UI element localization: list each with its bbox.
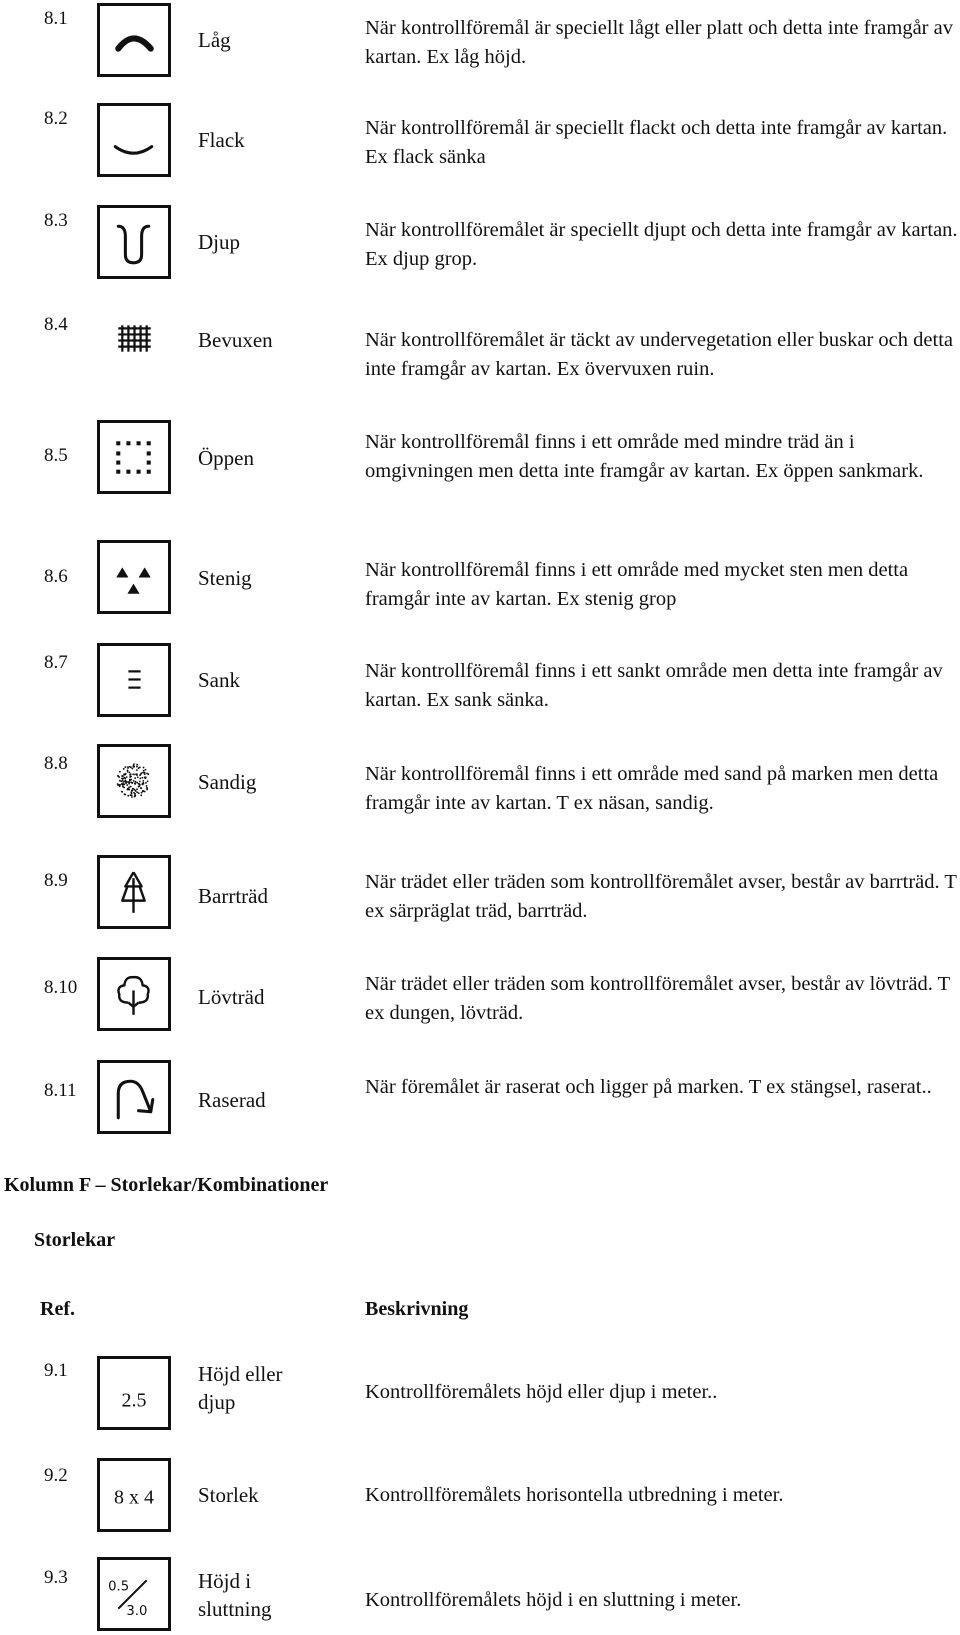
ref-number: 8.5 [44,445,68,466]
slope-height-top: 0.5 [108,1579,130,1595]
size-description: Kontrollföremålets höjd i en sluttning i meter. [365,1589,742,1611]
height-value: 2.5 [121,1389,147,1412]
ref-number: 9.3 [44,1567,68,1588]
conifer-tree-icon [97,855,171,929]
symbol-name: Barrträd [198,884,268,908]
ref-number: 9.2 [44,1465,68,1486]
symbol-description: När kontrollföremål är speciellt lågt eller platt och detta inte framgår av kartan. Ex låg höjd. [365,17,953,68]
height-value-box [97,1356,171,1430]
symbol-name: Öppen [198,446,254,470]
sandy-dots-icon [97,744,171,818]
overgrown-grid-icon [97,302,171,376]
size-name: Höjd i sluttning [198,1569,272,1621]
ref-number: 8.6 [44,566,68,587]
open-dotted-square-icon [97,420,171,494]
deciduous-tree-icon [97,957,171,1031]
symbol-name: Sandig [198,770,257,794]
ref-number: 8.10 [44,977,78,998]
size-name: Storlek [198,1483,259,1507]
ref-number: 8.1 [44,8,68,29]
symbol-description: När kontrollföremål finns i ett sankt område men detta inte framgår av kartan. Ex sank sänka. [365,660,943,711]
slope-height-bottom: 3.0 [126,1603,148,1619]
section-subtitle: Storlekar [34,1229,116,1251]
symbol-name: Sank [198,668,240,692]
symbol-description: När kontrollföremålet är täckt av undervegetation eller buskar och detta inte framgår av kartan. Ex övervuxen ruin. [365,329,953,380]
size-description: Kontrollföremålets höjd eller djup i meter.. [365,1381,718,1403]
ref-number: 8.8 [44,753,68,774]
symbol-name: Stenig [198,566,252,590]
stony-triangles-icon [97,540,171,614]
deep-u-icon [97,205,171,279]
symbol-name: Lövträd [198,985,265,1009]
size-name: Höjd eller djup [198,1362,283,1414]
symbol-description: När kontrollföremål finns i ett område med mycket sten men detta framgår inte av kartan. Ex stenig grop [365,559,909,610]
symbol-description: När trädet eller träden som kontrollföremålet avser, består av barrträd. T ex särpräglat träd, barrträd. [365,871,957,922]
size-value-box [97,1458,171,1532]
symbol-name: Bevuxen [198,328,273,352]
ref-number: 8.7 [44,652,68,673]
ref-number: 8.2 [44,108,68,129]
ref-number: 8.4 [44,314,68,335]
symbol-name: Djup [198,230,240,254]
ref-number: 8.11 [44,1080,77,1101]
symbol-name: Låg [198,28,231,52]
symbol-description: När kontrollföremålet är speciellt djupt och detta inte framgår av kartan. Ex djup grop. [365,219,958,270]
symbol-description: När kontrollföremål är speciellt flackt och detta inte framgår av kartan. Ex flack sänka [365,117,948,168]
symbol-name: Flack [198,128,245,152]
ref-number: 9.1 [44,1360,68,1381]
shallow-curve-icon [97,103,171,177]
size-description: Kontrollföremålets horisontella utbredning i meter. [365,1484,784,1506]
symbol-description: När kontrollföremål finns i ett område med mindre träd än i omgivningen men detta inte framgår av kartan. Ex öppen sankmark. [365,431,924,482]
symbol-description: När trädet eller träden som kontrollföremålet avser, består av lövträd. T ex dungen, lövträd. [365,973,950,1024]
ref-column-header: Ref. [40,1298,75,1320]
symbol-description: När föremålet är raserat och ligger på marken. T ex stängsel, raserat.. [365,1076,932,1098]
symbol-name: Raserad [198,1088,266,1112]
low-arc-icon [97,3,171,77]
marsh-lines-icon [97,643,171,717]
size-value: 8 x 4 [114,1486,154,1509]
ref-number: 8.9 [44,870,68,891]
symbol-description: När kontrollföremål finns i ett område med sand på marken men detta framgår inte av kartan. T ex näsan, sandig. [365,763,939,814]
section-title: Kolumn F – Storlekar/Kombinationer [4,1174,329,1196]
slope-height-box [97,1557,171,1631]
ruined-arrow-icon [97,1060,171,1134]
description-column-header: Beskrivning [365,1298,469,1320]
ref-number: 8.3 [44,210,68,231]
